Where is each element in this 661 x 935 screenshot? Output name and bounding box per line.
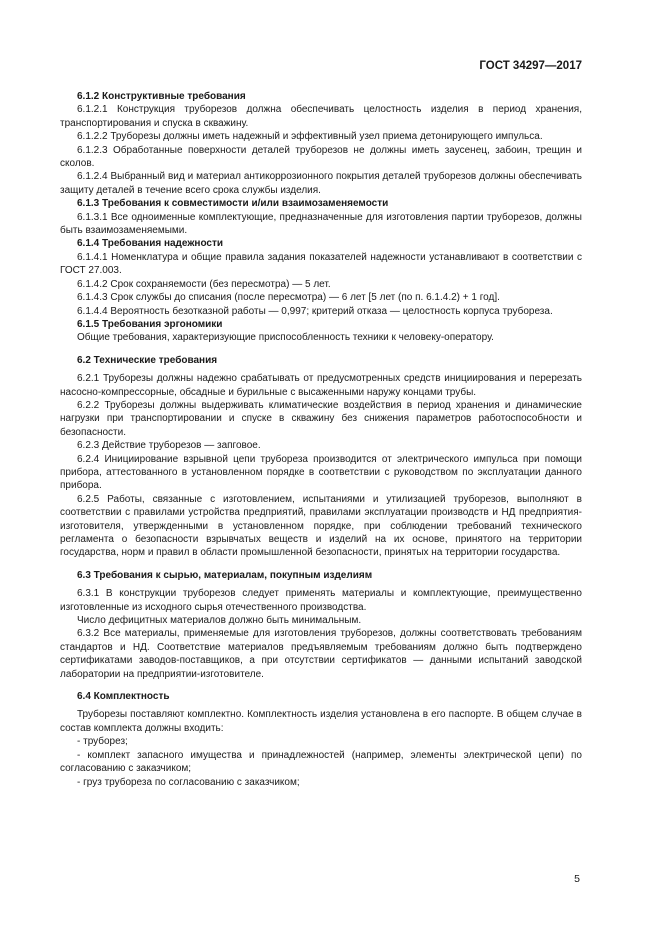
paragraph: 6.3.1 В конструкции труборезов следует применять материалы и комплектующие, преимущественно изготовленные из исходного сырья отечественного производства. bbox=[60, 588, 582, 613]
paragraph: 6.2.1 Труборезы должны надежно срабатывать от предусмотренных средств инициирования и перерезать насосно-компрессорные, обсадные и бурильные с высаженными наружу концами трубы. bbox=[60, 373, 582, 398]
paragraph: 6.1.2.4 Выбранный вид и материал антикоррозионного покрытия деталей труборезов должны обеспечивать защиту деталей в течение всего срока службы изделия. bbox=[60, 171, 582, 196]
subsection-heading: 6.1.5 Требования эргономики bbox=[77, 318, 223, 330]
paragraph: 6.2.2 Труборезы должны выдерживать климатические воздействия в период хранения и динамические нагрузки при транспортировании и спуске в скважину без снижения параметров работоспособности и безопасности. bbox=[60, 399, 582, 438]
paragraph: 6.1.4.3 Срок службы до списания (после пересмотра) — 6 лет [5 лет (по п. 6.1.4.2) + 1 год]. bbox=[77, 292, 500, 304]
section-heading: 6.4 Комплектность bbox=[77, 691, 170, 703]
list-item: - комплект запасного имущества и принадлежностей (например, элементы электрической цепи) по согласованию с заказчиком; bbox=[60, 749, 582, 775]
subsection-heading: 6.1.4 Требования надежности bbox=[77, 238, 224, 250]
list-item: - груз трубореза по согласованию с заказчиком; bbox=[77, 776, 300, 788]
paragraph: 6.2.3 Действие труборезов — запговое. bbox=[77, 440, 261, 452]
section-heading: 6.2 Технические требования bbox=[77, 354, 218, 366]
paragraph: 6.2.4 Инициирование взрывной цепи трубореза производится от электрического импульса при помощи прибора, аттестованного в установленном порядке в соответствии с руководством по эксплуатации данного прибора. bbox=[60, 453, 582, 492]
paragraph: 6.2.5 Работы, связанные с изготовлением, испытаниями и утилизацией труборезов, выполняют в соответствии с правилами устройства предприятий, правилами эксплуатации производств и НД предприятия-изготовителя, утвержденными в установленном порядке, при соблюдении требований технического регламента о безопасности взрывчатых веществ и изделий на их основе, принятого на территории государства, норм и правил в области промышленной безопасности, принятых на территории государства. bbox=[60, 493, 582, 559]
paragraph: 6.3.2 Все материалы, применяемые для изготовления труборезов, должны соответствовать требованиям стандартов и НД. Соответствие материалов предъявляемым требованиям должно быть подтверждено сертификатами заводов-поставщиков, а при отсутствии сертификатов — данными испытаний заводской лаборатории на предприятии-изготовителе. bbox=[60, 628, 582, 680]
document-body bbox=[60, 90, 582, 789]
paragraph: 6.1.2.3 Обработанные поверхности деталей труборезов не должны иметь заусенец, забоин, трещин и сколов. bbox=[60, 144, 582, 170]
subsection-heading: 6.1.2 Конструктивные требования bbox=[77, 91, 246, 102]
paragraph: 6.1.4.4 Вероятность безотказной работы — 0,997; критерий отказа — целостность корпуса трубореза. bbox=[77, 305, 553, 317]
paragraph: 6.1.4.2 Срок сохраняемости (без пересмотра) — 5 лет. bbox=[77, 278, 331, 290]
page-number: 5 bbox=[574, 873, 580, 885]
paragraph: 6.1.2.2 Труборезы должны иметь надежный и эффективный узел приема детонирующего импульса. bbox=[77, 131, 543, 143]
paragraph: Труборезы поставляют комплектно. Комплектность изделия установлена в его паспорте. В общем случае в состав комплекта должны входить: bbox=[60, 709, 582, 734]
paragraph: 6.1.3.1 Все одноименные комплектующие, предназначенные для изготовления партии труборезов, должны быть взаимозаменяемыми. bbox=[60, 211, 582, 237]
section-heading: 6.3 Требования к сырью, материалам, покупным изделиям bbox=[77, 569, 373, 581]
list-item: - труборез; bbox=[77, 736, 128, 748]
document-id-header: ГОСТ 34297—2017 bbox=[479, 60, 582, 72]
paragraph: 6.1.2.1 Конструкция труборезов должна обеспечивать целостность изделия в период хранения, транспортирования и спуска в скважину. bbox=[60, 104, 582, 129]
paragraph: Общие требования, характеризующие приспособленность техники к человеку-оператору. bbox=[77, 332, 494, 344]
subsection-heading: 6.1.3 Требования к совместимости и/или взаимозаменяемости bbox=[77, 198, 389, 210]
paragraph: Число дефицитных материалов должно быть минимальным. bbox=[77, 615, 362, 627]
paragraph: 6.1.4.1 Номенклатура и общие правила задания показателей надежности устанавливают в соответствии с ГОСТ 27.003. bbox=[60, 251, 582, 277]
